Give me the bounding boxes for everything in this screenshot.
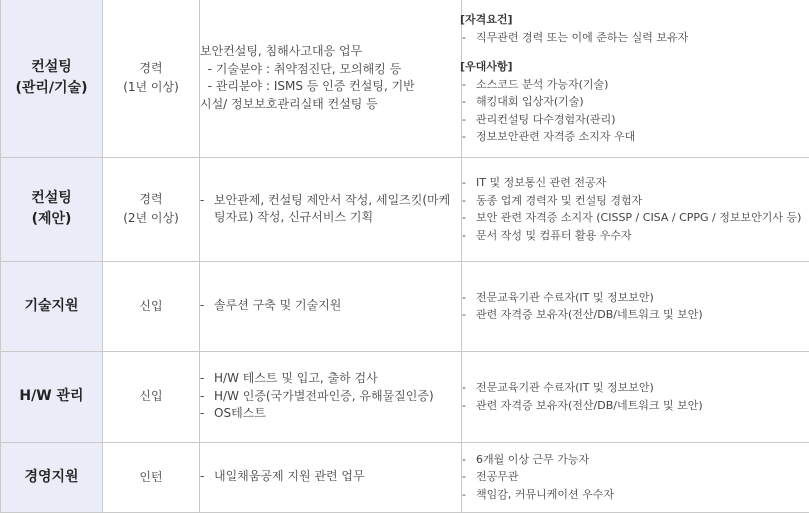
qualification-item: - IT 및 정보통신 관련 전공자 bbox=[462, 176, 607, 189]
qualification-item: - 전문교육기관 수료자(IT 및 정보보안) bbox=[462, 290, 654, 304]
duties-cell bbox=[200, 157, 462, 261]
qualification-item: - 책임감, 커뮤니케이션 우수자 bbox=[462, 487, 615, 501]
qualifications-cell bbox=[462, 351, 809, 442]
qualification-item: - 관련 자격증 보유자(전산/DB/네트워크 및 보안) bbox=[462, 398, 703, 412]
duties-cell bbox=[200, 0, 462, 157]
duty-item: - H/W 테스트 및 입고, 출하 검사 bbox=[200, 371, 378, 386]
duty-item: - 보안관제, 컨설팅 제안서 작성, 세일즈킷(마케팅자료) 작성, 신규서비스 기획 bbox=[200, 192, 451, 224]
qualification-item: - 소스코드 분석 가능자(기술) bbox=[462, 77, 609, 91]
table-row bbox=[1, 0, 809, 157]
role-name: 컨설팅 bbox=[31, 59, 72, 76]
employment-type: 경력 bbox=[139, 61, 163, 76]
employment-type-cell bbox=[103, 0, 200, 157]
role-cell bbox=[1, 351, 103, 442]
employment-type-cell bbox=[103, 261, 200, 351]
duty-line: 보안컨설팅, 침해사고대응 업무 bbox=[200, 44, 363, 59]
role-cell bbox=[1, 0, 103, 157]
duty-item: - 솔루션 구축 및 기술지원 bbox=[200, 298, 342, 313]
qualification-item: - 전문교육기관 수료자(IT 및 정보보안) bbox=[462, 381, 654, 394]
duties-cell bbox=[200, 261, 462, 351]
duties-cell bbox=[200, 351, 462, 442]
qualifications-cell bbox=[462, 0, 809, 157]
qualification-item: - 보안 관련 자격증 소지자 (CISSP / CISA / CPPG / 정보보안기사 등) bbox=[462, 211, 802, 224]
experience-requirement: (2년 이상) bbox=[123, 211, 179, 225]
qualification-item: - 6개월 이상 근무 가능자 bbox=[462, 452, 590, 466]
qualification-item: - 전공무관 bbox=[462, 470, 519, 484]
role-name: 컨설팅 bbox=[31, 190, 72, 206]
role-detail: (제안) bbox=[31, 211, 72, 227]
table-row bbox=[1, 351, 809, 442]
qualification-item: - 해킹대회 입상자(기술) bbox=[462, 95, 584, 108]
qualification-item: - 동종 업계 경력자 및 컨설팅 경험자 bbox=[462, 193, 643, 207]
qualification-item: - 관리컨설팅 다수경험자(관리) bbox=[462, 112, 616, 126]
employment-type-cell bbox=[103, 351, 200, 442]
role-name: 경영지원 bbox=[24, 468, 79, 485]
qualification-item: - 정보보안관련 자격증 소지자 우대 bbox=[462, 130, 636, 143]
qualification-item: - 문서 작성 및 컴퓨터 활용 우수자 bbox=[462, 228, 632, 242]
preferred-title: [우대사항] bbox=[460, 60, 513, 73]
duty-line: - 기술분야 : 취약점진단, 모의해킹 등 bbox=[200, 61, 402, 76]
duty-line: - 관리분야 : ISMS 등 인증 컨설팅, 기반 bbox=[200, 79, 415, 94]
table-row bbox=[1, 442, 809, 512]
table-row bbox=[1, 261, 809, 351]
qualification-item: - 관련 자격증 보유자(전산/DB/네트워크 및 보안) bbox=[462, 308, 703, 321]
employment-type: 신입 bbox=[139, 298, 163, 313]
employment-type: 신입 bbox=[139, 389, 163, 403]
qualifications-cell bbox=[462, 157, 809, 261]
duty-item: - H/W 인증(국가별전파인증, 유해물질인증) bbox=[200, 388, 434, 403]
employment-type-cell bbox=[103, 442, 200, 512]
role-name: H/W 관리 bbox=[19, 388, 84, 404]
role-cell bbox=[1, 442, 103, 512]
required-title: [자격요건] bbox=[460, 13, 513, 26]
qualification-item: - 직무관련 경력 또는 이에 준하는 실력 보유자 bbox=[462, 30, 689, 44]
role-cell bbox=[1, 157, 103, 261]
duty-item: - OS테스트 bbox=[200, 406, 266, 421]
duties-cell bbox=[200, 442, 462, 512]
qualifications-cell bbox=[462, 442, 809, 512]
role-detail: (관리/기술) bbox=[15, 80, 88, 97]
duty-line: 시설/ 정보보호관리실태 컨설팅 등 bbox=[200, 96, 378, 111]
table-row bbox=[1, 157, 809, 261]
employment-type: 인턴 bbox=[139, 469, 163, 484]
duty-item: - 내일채움공제 지원 관련 업무 bbox=[200, 469, 365, 484]
role-name: 기술지원 bbox=[24, 297, 79, 314]
employment-type-cell bbox=[103, 157, 200, 261]
role-cell bbox=[1, 261, 103, 351]
employment-type: 경력 bbox=[139, 192, 163, 206]
experience-requirement: (1년 이상) bbox=[123, 80, 179, 95]
qualifications-cell bbox=[462, 261, 809, 351]
